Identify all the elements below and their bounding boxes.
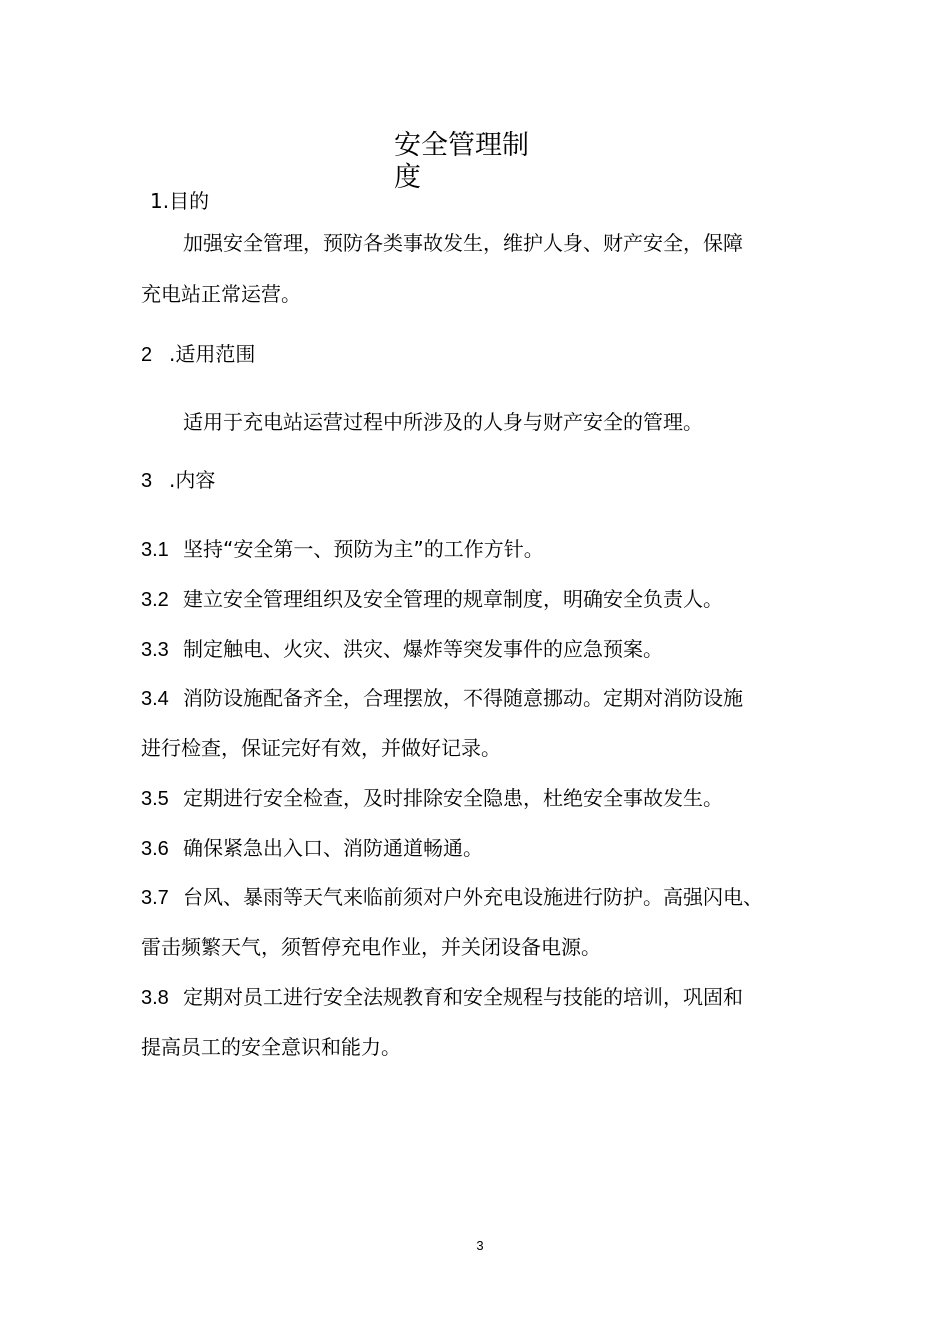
item-number: 3.6 xyxy=(141,838,169,860)
item-3-2 xyxy=(141,586,723,613)
item-text: 消防设施配备齐全，合理摆放，不得随意挪动。定期对消防设施 xyxy=(183,686,743,710)
item-text: 坚持“安全第一、预防为主”的工作方针。 xyxy=(183,537,544,561)
section-2-number: 2 xyxy=(141,344,153,366)
section-1-heading: 1.目的 xyxy=(150,189,210,213)
section-2-heading xyxy=(141,341,255,368)
item-3-6 xyxy=(141,835,483,862)
section-3-number: 3 xyxy=(141,470,153,492)
item-3-3 xyxy=(141,636,663,663)
item-3-5 xyxy=(141,785,723,812)
item-number: 3.2 xyxy=(141,589,169,611)
section-3-heading xyxy=(141,467,215,494)
section-3-title: .内容 xyxy=(169,468,216,492)
item-3-1 xyxy=(141,536,544,563)
item-text: 台风、暴雨等天气来临前须对户外充电设施进行防护。高强闪电、 xyxy=(183,885,763,909)
item-3-8-continuation: 提高员工的安全意识和能力。 xyxy=(141,1035,401,1059)
item-text: 定期进行安全检查，及时排除安全隐患，杜绝安全事故发生。 xyxy=(183,786,723,810)
item-number: 3.3 xyxy=(141,639,169,661)
item-3-8 xyxy=(141,984,743,1011)
item-number: 3.7 xyxy=(141,887,169,909)
page-number: 3 xyxy=(476,1238,484,1253)
item-3-4-continuation: 进行检查，保证完好有效，并做好记录。 xyxy=(141,736,501,760)
item-3-4 xyxy=(141,685,743,712)
section-1-body-line-1: 加强安全管理，预防各类事故发生，维护人身、财产安全，保障 xyxy=(183,231,743,255)
item-number: 3.4 xyxy=(141,688,169,710)
document-title: 安全管理制度 xyxy=(394,130,529,193)
item-number: 3.1 xyxy=(141,539,169,561)
item-number: 3.8 xyxy=(141,987,169,1009)
section-2-body: 适用于充电站运营过程中所涉及的人身与财产安全的管理。 xyxy=(183,410,703,434)
item-3-7 xyxy=(141,884,763,911)
section-2-title: .适用范围 xyxy=(169,342,256,366)
item-text: 确保紧急出入口、消防通道畅通。 xyxy=(183,836,483,860)
item-text: 定期对员工进行安全法规教育和安全规程与技能的培训，巩固和 xyxy=(183,985,743,1009)
item-text: 制定触电、火灾、洪灾、爆炸等突发事件的应急预案。 xyxy=(183,637,663,661)
item-3-7-continuation: 雷击频繁天气，须暂停充电作业，并关闭设备电源。 xyxy=(141,935,601,959)
item-text: 建立安全管理组织及安全管理的规章制度，明确安全负责人。 xyxy=(183,587,723,611)
section-1-body-line-2: 充电站正常运营。 xyxy=(141,282,301,306)
item-number: 3.5 xyxy=(141,788,169,810)
